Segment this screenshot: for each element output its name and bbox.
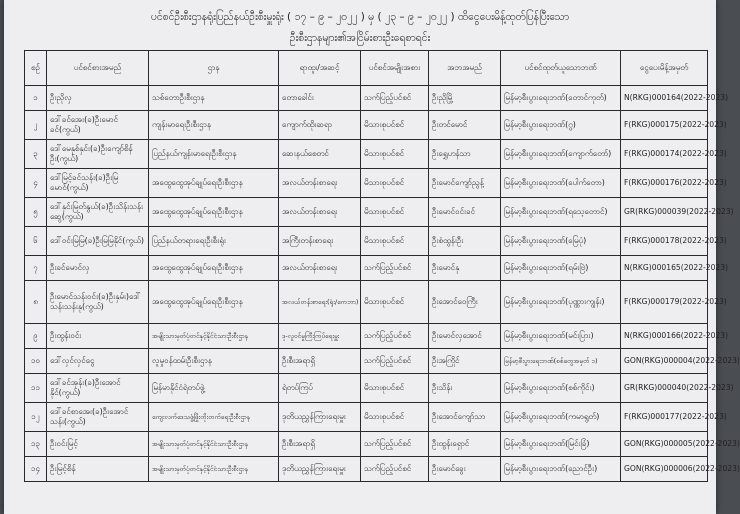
cell-bank: မြန်မာ့စီးပွားရေးဘဏ်(ပုဏ္ဏားကျွန်း) [501, 281, 621, 324]
table-row [25, 324, 708, 349]
cell-no: ၄ [25, 169, 47, 198]
cell-rank: ဦးစီးအရာရှိ [279, 349, 361, 374]
cell-department: အထွေထွေအုပ်ချုပ်ရေးဦးစီးဌာန [149, 281, 279, 324]
cell-order-number: GR(RKG)000039(2022-2023) [621, 198, 708, 227]
cell-rank: ဦးစီးအရာရှိ [279, 432, 361, 457]
cell-name: ဦးဝင်းမြင့် [47, 432, 149, 457]
cell-pension-type: မိသားစုပင်စင် [361, 227, 429, 256]
cell-name: ဦးခင်မောင်လှ [47, 256, 149, 281]
pension-table [24, 50, 740, 482]
cell-pension-type: မိသားစုပင်စင် [361, 374, 429, 403]
cell-order-number: F(RKG)000175(2022-2023) [621, 111, 708, 140]
cell-department: အမျိုးသားမှတ်ပုံတင်နှင့်နိုင်ငံသားဦးစီးဌာန [149, 457, 279, 482]
cell-department: လူမှုဝန်ထမ်းဦးစီးဌာန [149, 349, 279, 374]
cell-name: ဦးမောင်သန်းဝင်း(ခ)ဦးနှမ်း)ဒေါ်သန်းသန်းနု(ကွယ်) [47, 281, 149, 324]
cell-pension-type: သက်ပြည့်ပင်စင် [361, 349, 429, 374]
cell-bank: မြန်မာ့စီးပွားရေးဘဏ်(မြေပုံ) [501, 227, 621, 256]
cell-no: ၇ [25, 256, 47, 281]
cell-order-number: F(RKG)000177(2022-2023) [621, 403, 708, 432]
cell-rank: ဒုတိယညွှန်ကြားရေးမှူး [279, 403, 361, 432]
cell-bank: မြန်မာ့စီးပွားရေးဘဏ်(ပေါက်တော) [501, 169, 621, 198]
cell-name: ဒေါ်ခင်အုန်း(ခ)ဦးအောင်နိုင်(ကွယ်) [47, 374, 149, 403]
table-row [25, 198, 708, 227]
cell-department: အထွေထွေအုပ်ချုပ်ရေးဦးစီးဌာန [149, 198, 279, 227]
cell-bank: မြန်မာ့စီးပွားရေးဘဏ်(ညောင်ဦး) [501, 457, 621, 482]
table-row [25, 169, 708, 198]
cell-no: ၁ [25, 86, 47, 111]
cell-name: ဒေါ်နှင်းမြတ်နွယ်(ခ)ဦးသိန်းသန်းဆွေ(ကွယ်) [47, 198, 149, 227]
cell-pension-type: မိသားစုပင်စင် [361, 403, 429, 432]
cell-pension-type: မိသားစုပင်စင် [361, 140, 429, 169]
cell-bank: မြန်မာ့စီးပွားရေးဘဏ်(ကမာရွတ်) [501, 403, 621, 432]
cell-order-number: F(RKG)000174(2022-2023) [621, 140, 708, 169]
cell-father: ဦးစံထွန်းဦး [429, 227, 501, 256]
document-title: ပင်စင်ဦးစီးဌာနရုံးပြည်နယ်ဦးစီးမှူးရုံး ( ၁၇ – ၉ – ၂၀၂၂ ) မှ ( ၂၃ – ၉ – ၂၀၂၂ ) ထိငွေပေးမိန့်ထုတ်ပြန်ပြီးသော [150, 11, 570, 23]
cell-father: ဦးမောင်ခွေး [429, 457, 501, 482]
table-row [25, 374, 708, 403]
cell-father: ဦးအောင်ဝေကြီး [429, 281, 501, 324]
table-row [25, 281, 708, 324]
cell-no: ၆ [25, 227, 47, 256]
cell-father: ဦးအကြိုင် [429, 349, 501, 374]
cell-father: ဦးထွန်းရှောင် [429, 432, 501, 457]
cell-department: အထွေထွေအုပ်ချုပ်ရေးဦးစီးဌာန [149, 256, 279, 281]
header-rank: ရာထူး/အဆင့် [279, 51, 361, 86]
cell-no: ၁၁ [25, 374, 47, 403]
cell-order-number: GON(RKG)000006(2022-2023) [621, 457, 708, 482]
table-row [25, 432, 708, 457]
cell-name: ဦးညိုလှ [47, 86, 149, 111]
table-row [25, 403, 708, 432]
cell-name: ဒေါ်မေနှစ်နှင်း(ခ)ဦးကျော်စိန်ဦး(ကွယ်) [47, 140, 149, 169]
cell-name: ဒေါ်လှင်လှင်ငွေ [47, 349, 149, 374]
cell-bank: မြန်မာ့စီးပွားရေးဘဏ်(တောင်ကုတ်) [501, 86, 621, 111]
cell-no: ၁၀ [25, 349, 47, 374]
document-subtitle: ဦးစီးဌာနများ၏အငြိမ်းစားဦးရေစာရင်း [289, 32, 431, 44]
header-department: ဌာန [149, 51, 279, 86]
table-row [25, 457, 708, 482]
header-no: စဉ် [25, 51, 47, 86]
cell-order-number: GON(RKG)000005(2022-2023) [621, 432, 708, 457]
cell-no: ၃ [25, 140, 47, 169]
cell-bank: မြန်မာ့စီးပွားရေးဘဏ်(ရမ်းဗြဲ) [501, 256, 621, 281]
cell-father: ဦးမောင်လှအောင် [429, 324, 501, 349]
table-row [25, 227, 708, 256]
cell-rank: အလယ်တန်းစာရေး [279, 169, 361, 198]
cell-order-number: GON(RKG)000004(2022-2023) [621, 349, 708, 374]
cell-no: ၁၃ [25, 432, 47, 457]
cell-rank: တောခေါင်း [279, 86, 361, 111]
cell-pension-type: သက်ပြည့်ပင်စင် [361, 457, 429, 482]
cell-name: ဦးထွန်းဝင်း [47, 324, 149, 349]
cell-rank: ဆေးနယ်စေတင် [279, 140, 361, 169]
cell-department: မြန်မာနိုင်ငံရဲတပ်ဖွဲ့ [149, 374, 279, 403]
cell-pension-type: သက်ပြည့်ပင်စင် [361, 86, 429, 111]
header-pension-type: ပင်စင်အမျိုးအစား [361, 51, 429, 86]
cell-bank: မြန်မာ့စီးပွားရေးဘဏ်(မြင်းခြံ) [501, 432, 621, 457]
header-order-number: ငွေပေးမိန့်အမှတ် [621, 51, 708, 86]
cell-father: ဦးရွှေဟန်သာ [429, 140, 501, 169]
cell-no: ၈ [25, 281, 47, 324]
cell-father: ဦးမောင်နု [429, 256, 501, 281]
cell-bank: မြန်မာ့စီးပွားရေးဘဏ်(ရသေ့တောင်) [501, 198, 621, 227]
table-row [25, 111, 708, 140]
cell-no: ၅ [25, 198, 47, 227]
cell-rank: အလယ်တန်းစာရေး [279, 198, 361, 227]
cell-order-number: F(RKG)000179(2022-2023) [621, 281, 708, 324]
cell-father: ဦးတင်မောင် [429, 111, 501, 140]
cell-department: အထွေထွေအုပ်ချုပ်ရေးဦးစီးဌာန [149, 169, 279, 198]
cell-name: ဒေါ်ခင်စာအေး(ခ)ဦးအောင်သန်း(ကွယ်) [47, 403, 149, 432]
cell-rank: ကျောက်ထိုးဆရာ [279, 111, 361, 140]
cell-rank: ဒုတိယညွှန်ကြားရေးမှူး [279, 457, 361, 482]
cell-pension-type: မိသားစုပင်စင် [361, 198, 429, 227]
cell-pension-type: မိသားစုပင်စင် [361, 281, 429, 324]
cell-name: ဦးမြင့်စိန် [47, 457, 149, 482]
cell-department: ကျေးလက်ဒေသဖွံ့ဖြိုးတိုးတက်ရေးဦးစီးဌာန [149, 403, 279, 432]
cell-order-number: F(RKG)000176(2022-2023) [621, 169, 708, 198]
cell-no: ၁၂ [25, 403, 47, 432]
header-father: အဘအမည် [429, 51, 501, 86]
cell-order-number: F(RKG)000178(2022-2023) [621, 227, 708, 256]
cell-father: ဦးသိန်း [429, 374, 501, 403]
cell-bank: မြန်မာ့စီးပွားရေးဘဏ်(ကျောက်တော်) [501, 140, 621, 169]
cell-department: ကျန်းမာရေးဦးစီးဌာန [149, 111, 279, 140]
cell-department: ပြည်နယ်တရားရေးဦးစီးရုံး [149, 227, 279, 256]
table-header-row [25, 51, 708, 86]
header-name: ပင်စင်စားအမည် [47, 51, 149, 86]
cell-bank: မြန်မာ့စီးပွားရေးဘဏ်(စစ်ကိုင်း) [501, 374, 621, 403]
header-bank: ပင်စင်ထုတ်ယူသောဘဏ် [501, 51, 621, 86]
document-page [4, 0, 740, 514]
cell-pension-type: မိသားစုပင်စင် [361, 111, 429, 140]
table-row [25, 256, 708, 281]
cell-father: ဦးအောင်ကျော်သာ [429, 403, 501, 432]
cell-order-number: GR(RKG)000040(2022-2023) [621, 374, 708, 403]
cell-rank: အလယ်တန်းစာရေး [279, 256, 361, 281]
cell-bank: မြန်မာ့စီးပွားရေးဘဏ်(ဂွ) [501, 111, 621, 140]
cell-order-number: N(RKG)000166(2022-2023) [621, 324, 708, 349]
cell-rank: ဒု-လူဝင်မှုကြီးကြပ်ရေးမှူး [279, 324, 361, 349]
cell-rank: အကြီးတန်းစာရေး [279, 227, 361, 256]
cell-pension-type: သက်ပြည့်ပင်စင် [361, 256, 429, 281]
table-row [25, 86, 708, 111]
cell-name: ဒေါ်မြင့်ခင်သန်း(ခ)ဦးမြမောင်(ကွယ်) [47, 169, 149, 198]
cell-pension-type: မိသားစုပင်စင် [361, 169, 429, 198]
cell-department: အမျိုးသားမှတ်ပုံတင်နှင့်နိုင်ငံသားဦးစီးဌာန [149, 432, 279, 457]
table-row [25, 349, 708, 374]
cell-bank: မြန်မာ့စီးပွားရေးဘဏ်(စစ်တွေအမှတ် ၁) [501, 349, 621, 374]
cell-department: ပြည်နယ်ကျန်းမာရေးဦးစီးဌာန [149, 140, 279, 169]
cell-order-number: N(RKG)000165(2022-2023) [621, 256, 708, 281]
cell-name: ဒေါ်ခင်အေး(ခ)ဦးမောင်ခင်(ကွယ်) [47, 111, 149, 140]
cell-no: ၉ [25, 324, 47, 349]
cell-father: ဦးမောင်ဝင်းခင် [429, 198, 501, 227]
cell-rank: အလယ်တန်းစာရေး(ရုံး/ကေဘာ) [279, 281, 361, 324]
cell-no: ၂ [25, 111, 47, 140]
cell-pension-type: သက်ပြည့်ပင်စင် [361, 432, 429, 457]
cell-pension-type: သက်ပြည့်ပင်စင် [361, 324, 429, 349]
cell-no: ၁၄ [25, 457, 47, 482]
table-row [25, 140, 708, 169]
cell-department: အမျိုးသားမှတ်ပုံတင်နှင့်နိုင်ငံသားဦးစီးဌာန [149, 324, 279, 349]
cell-father: ဦးမောင်ကျော်ညွန့် [429, 169, 501, 198]
cell-department: သစ်တောဦးစီးဌာန [149, 86, 279, 111]
cell-order-number: N(RKG)000164(2022-2023) [621, 86, 708, 111]
cell-rank: ရဲတပ်ကြပ် [279, 374, 361, 403]
cell-father: ဦးညိုမြို့ [429, 86, 501, 111]
cell-bank: မြန်မာ့စီးပွားရေးဘဏ်(မင်းပြား) [501, 324, 621, 349]
cell-name: ဒေါ်ဝင်းမြမြ(ခ)ဦးမြမြနိုင်(ကွယ်) [47, 227, 149, 256]
